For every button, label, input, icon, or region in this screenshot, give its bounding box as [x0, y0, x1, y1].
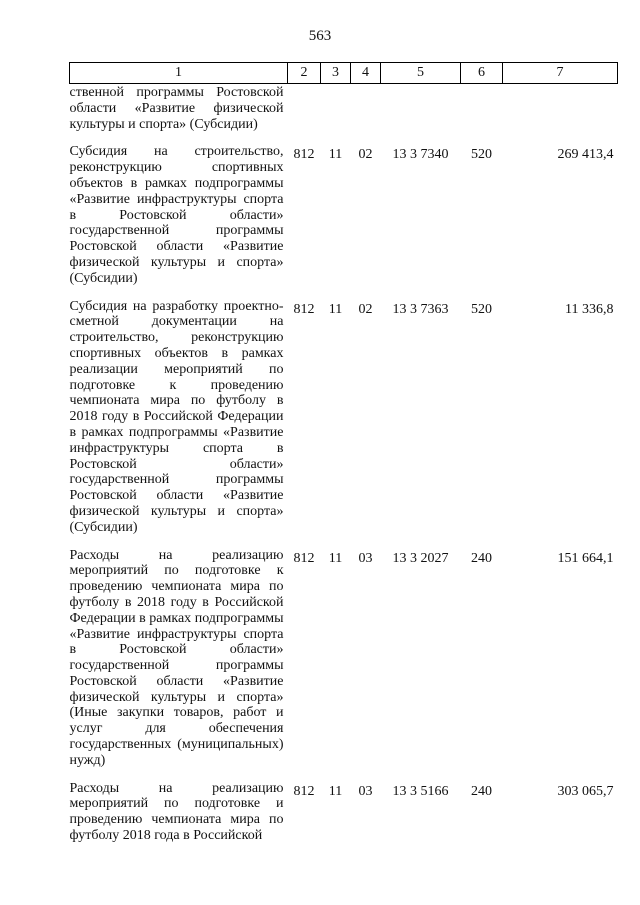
row-description: Субсидия на разработку проектно-сметной документации на строительство, реконструкцию спортивных объектов в рамках реализации мероприятий по подготовке к проведению чемпионата мира по футболу в 2018 году в Российской Федерации в рамках подпрограммы «Развитие инфраструктуры спорта в Ростовской области» государственной программы Ростовской области «Развитие физической культуры и спорта» (Субсидии): [69, 298, 284, 535]
row-amount: 11 336,8: [565, 301, 614, 317]
row-amount: 151 664,1: [557, 550, 614, 566]
row-amount: 269 413,4: [557, 147, 614, 163]
row-description: Субсидия на строительство, реконструкцию спортивных объектов в рамках подпрограммы «Развитие инфраструктуры спорта в Ростовской области» государственной программы Ростовской области «Развитие физической культуры и спорта» (Субсидии): [69, 144, 284, 286]
row-subsection: 02: [358, 301, 373, 317]
row-subsection: 02: [358, 147, 373, 163]
row-ministry: 812: [293, 301, 315, 317]
budget-table: [69, 62, 618, 856]
table-row: [70, 781, 618, 856]
row-target-article: 13 3 5166: [392, 783, 449, 799]
table-row: [70, 299, 618, 548]
row-expense-type: 240: [471, 783, 492, 799]
row-expense-type: [461, 84, 503, 145]
row-section: [321, 84, 351, 145]
row-amount: 303 065,7: [557, 783, 614, 799]
row-ministry: 812: [293, 147, 315, 163]
header-col-6: 6: [461, 63, 503, 84]
row-subsection: 03: [358, 550, 373, 566]
row-description: ственной программы Ростовской области «Развитие физической культуры и спорта» (Субсидии): [69, 85, 284, 132]
row-subsection: [351, 84, 381, 145]
row-description: Расходы на реализацию мероприятий по подготовке и проведению чемпионата мира по футболу 2018 года в Российской: [69, 780, 284, 844]
row-target-article: 13 3 7340: [392, 147, 449, 163]
row-target-article: [381, 84, 461, 145]
row-section: 11: [328, 147, 343, 163]
row-ministry: [288, 84, 321, 145]
table-header: [70, 63, 618, 84]
row-expense-type: 520: [471, 301, 492, 317]
row-section: 11: [328, 783, 343, 799]
page-number: 563: [308, 28, 332, 44]
header-col-5: 5: [381, 63, 461, 84]
row-subsection: 03: [358, 783, 373, 799]
row-ministry: 812: [293, 550, 315, 566]
row-expense-type: 240: [471, 550, 492, 566]
header-col-4: 4: [351, 63, 381, 84]
row-expense-type: 520: [471, 147, 492, 163]
row-section: 11: [328, 301, 343, 317]
table-row: [70, 84, 618, 145]
row-ministry: 812: [293, 783, 315, 799]
row-target-article: 13 3 7363: [392, 301, 449, 317]
row-amount: [503, 84, 618, 145]
header-col-7: 7: [503, 63, 618, 84]
header-col-3: 3: [321, 63, 351, 84]
table-row: [70, 144, 618, 298]
row-description: Расходы на реализацию мероприятий по подготовке к проведению чемпионата мира по футболу в 2018 году в Российской Федерации в рамках подпрограммы «Развитие инфраструктуры спорта в Ростовской области» государственной программы Ростовской области «Развитие физической культуры и спорта» (Иные закупки товаров, работ и услуг для обеспечения государственных (муниципальных) нужд): [69, 547, 284, 768]
header-col-1: 1: [70, 63, 288, 84]
row-section: 11: [328, 550, 343, 566]
table-row: [70, 548, 618, 781]
row-target-article: 13 3 2027: [392, 550, 449, 566]
header-col-2: 2: [288, 63, 321, 84]
